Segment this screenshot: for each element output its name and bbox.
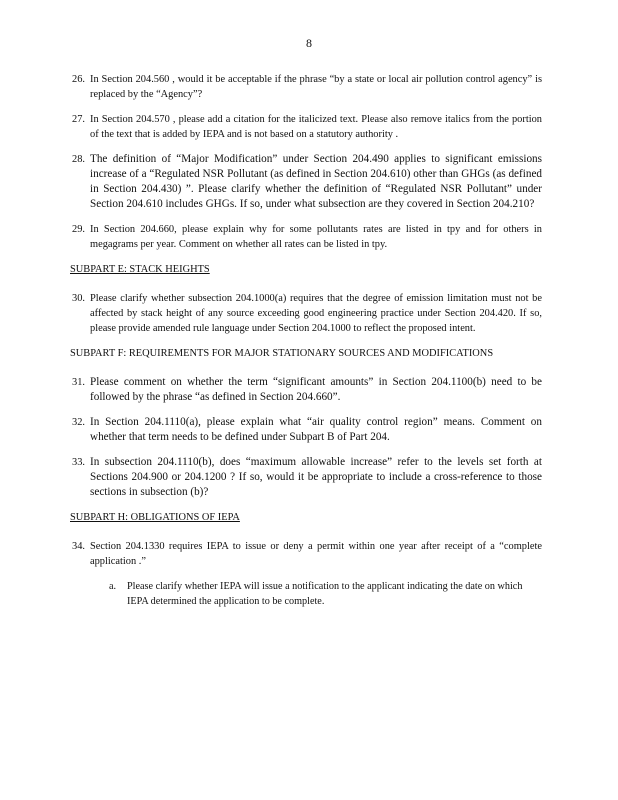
item-text: In Section 204.660, please explain why for some pollutants rates are listed in tpy and for others in megagrams per year. Comment on whether all rates can be listed in tpy. bbox=[90, 224, 542, 250]
item-number: 28. bbox=[72, 154, 85, 165]
list-item-31 bbox=[72, 375, 542, 405]
list-item-29 bbox=[72, 222, 542, 252]
subpart-e-heading: SUBPART E: STACK HEIGHTS bbox=[70, 264, 210, 275]
subpart-h-heading: SUBPART H: OBLIGATIONS OF IEPA bbox=[70, 512, 240, 523]
list-item-26 bbox=[72, 72, 542, 102]
item-number: 31. bbox=[72, 377, 85, 388]
sub-item-letter: a. bbox=[109, 581, 117, 592]
list-item-27 bbox=[72, 112, 542, 142]
item-number: 32. bbox=[72, 417, 85, 428]
item-number: 34. bbox=[72, 541, 85, 552]
item-text: The definition of “Major Modification” under Section 204.490 applies to significant emissions increase of a “Regulated NSR Pollutant (as defined in Section 204.610) other than GHGs (as defined in Section 204.430) ”. Please clarify whether the definition of “Regulated NSR Pollutant” under Section 204.610 includes GHGs. If so, under what subsection are they covered in Section 204.210? bbox=[90, 153, 542, 210]
item-text: Please clarify whether subsection 204.1000(a) requires that the degree of emission limitation must not be affected by stack height of any source exceeding good engineering practice under Section 204.420. If so, please provide amended rule language under Section 204.1000 to reflect the proposed intent. bbox=[90, 293, 542, 334]
document-body bbox=[72, 72, 542, 609]
sub-item-a bbox=[109, 579, 542, 609]
list-item-32 bbox=[72, 415, 542, 445]
item-text: Please comment on whether the term “significant amounts” in Section 204.1100(b) need to be followed by the phrase “as defined in Section 204.660”. bbox=[90, 376, 542, 403]
item-text: In Section 204.570 , please add a citation for the italicized text. Please also remove italics from the portion of the text that is added by IEPA and is not based on a statutory authority . bbox=[90, 114, 542, 140]
list-item-33 bbox=[72, 455, 542, 500]
item-number: 27. bbox=[72, 114, 85, 125]
list-item-30 bbox=[72, 291, 542, 336]
page-number: 8 bbox=[306, 36, 312, 50]
list-item-28 bbox=[72, 152, 542, 212]
item-number: 30. bbox=[72, 293, 85, 304]
list-item-34 bbox=[72, 539, 542, 569]
item-text: In subsection 204.1110(b), does “maximum allowable increase” refer to the levels set forth at Sections 204.900 or 204.1200 ? If so, would it be appropriate to include a cross-reference to those sections in subsection (b)? bbox=[90, 456, 542, 498]
item-number: 26. bbox=[72, 74, 85, 85]
item-number: 33. bbox=[72, 457, 85, 468]
item-text: In Section 204.1110(a), please explain what “air quality control region” means. Comment on whether that term needs to be defined under Subpart B of Part 204. bbox=[90, 416, 542, 443]
sub-item-text: Please clarify whether IEPA will issue a notification to the applicant indicating the date on which IEPA determined the application to be complete. bbox=[127, 581, 523, 607]
item-text: In Section 204.560 , would it be acceptable if the phrase “by a state or local air pollution control agency” is replaced by the “Agency”? bbox=[90, 74, 542, 100]
item-number: 29. bbox=[72, 224, 85, 235]
subpart-f-heading: SUBPART F: REQUIREMENTS FOR MAJOR STATIONARY SOURCES AND MODIFICATIONS bbox=[70, 348, 494, 359]
item-text: Section 204.1330 requires IEPA to issue or deny a permit within one year after receipt of a “complete application .” bbox=[90, 541, 542, 567]
